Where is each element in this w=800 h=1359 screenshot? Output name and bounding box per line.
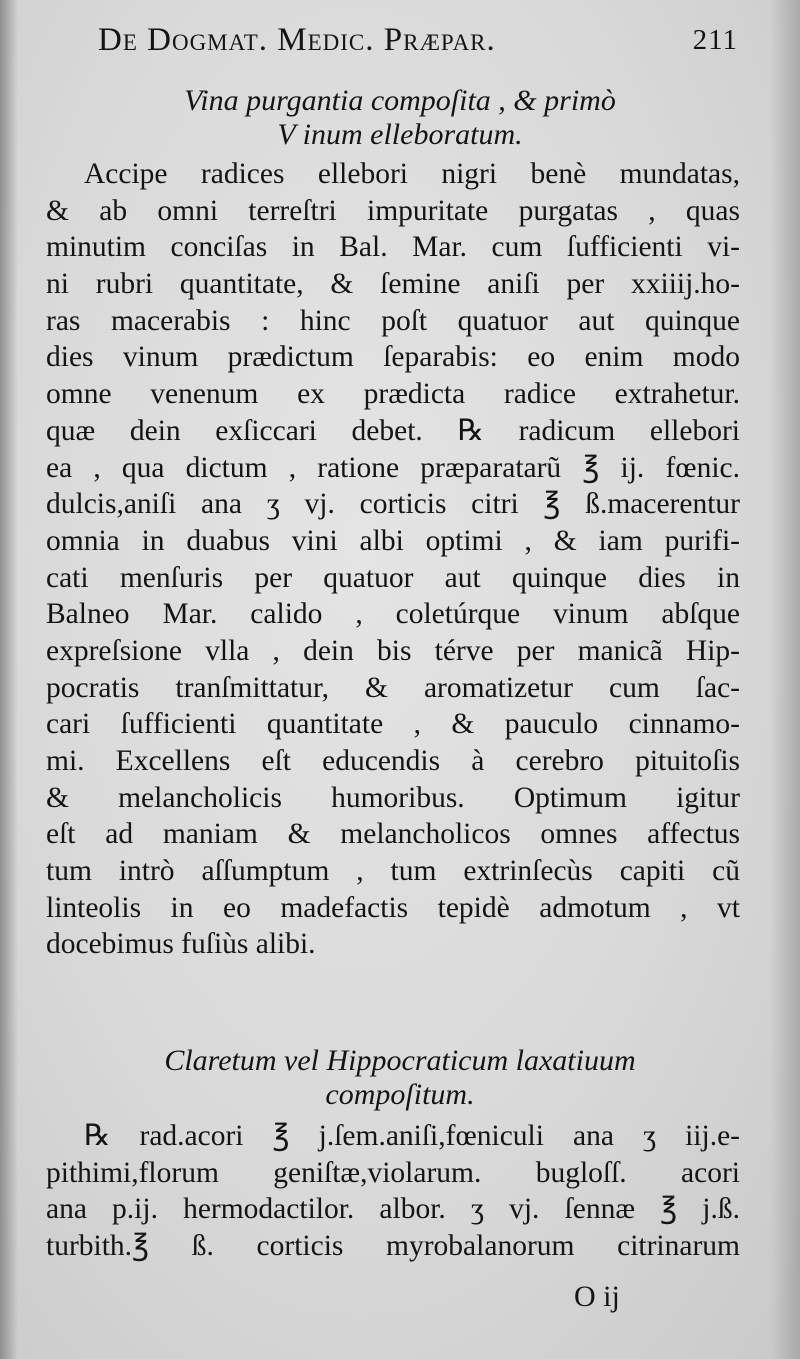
signature-mark: O ij	[574, 1280, 620, 1313]
text-line: mi. Excellens eſt educendis à cerebro pituitoſis	[46, 745, 740, 777]
section-heading-1	[60, 84, 740, 152]
text-line: minutim conciſas in Bal. Mar. cum ſufficienti vi-	[46, 231, 740, 264]
heading-line: Vina purgantia compoſita , & primò	[184, 84, 616, 117]
paragraph-claretum	[46, 1118, 740, 1265]
running-head	[98, 22, 738, 72]
text-line: quæ dein exſiccari debet. ℞ radicum ellebori	[46, 414, 740, 447]
page-shadow-left	[0, 0, 18, 1359]
text-line: pocratis tranſmittatur, & aromatizetur cum ſac-	[46, 671, 740, 704]
text-line: omne venenum ex prædicta radice extrahetur.	[46, 378, 740, 411]
text-line: cati menſuris per quatuor aut quinque dies in	[46, 561, 740, 594]
text-line: expreſsione vlla , dein bis térve per manicã Hip-	[46, 634, 740, 667]
text-line: ras macerabis : hinc poſt quatuor aut quinque	[46, 304, 740, 337]
text-line: dulcis,aniſi ana ʒ vj. corticis citri ℥ ß.macerentur	[46, 488, 740, 521]
section-heading-2	[60, 1044, 740, 1112]
text-line: ni rubri quantitate, & ſemine aniſi per xxiiij.ho-	[46, 268, 740, 301]
text-line: docebimus fuſiùs alibi.	[46, 928, 316, 961]
page-shadow-right	[770, 0, 800, 1359]
text-line: pithimi,florum geniſtæ,violarum. bugloſſ. acori	[46, 1156, 740, 1189]
text-line: linteolis in eo madefactis tepidè admotum , vt	[46, 891, 740, 924]
text-line: Balneo Mar. calido , coletúrque vinum abſque	[46, 598, 740, 631]
heading-line: Claretum vel Hippocraticum laxatiuum	[164, 1044, 636, 1077]
text-line: tum intrò aſſumptum , tum extrinſecùs capiti cũ	[46, 855, 740, 888]
heading-line: V inum elleboratum.	[277, 118, 523, 151]
text-line: ℞ rad.acori ℥ j.ſem.aniſi,fœniculi ana ʒ iij.e-	[84, 1120, 740, 1152]
text-line: dies vinum prædictum ſeparabis: eo enim modo	[46, 341, 740, 374]
text-line: & ab omni terreſtri impuritate purgatas , quas	[46, 194, 740, 227]
paragraph-vinum-elleboratum	[46, 156, 740, 963]
text-line: ana p.ij. hermodactilor. albor. ʒ vj. ſennæ ℥ j.ß.	[46, 1193, 740, 1226]
text-line: omnia in duabus vini albi optimi , & iam purifi-	[46, 524, 740, 557]
text-line: eſt ad maniam & melancholicos omnes affectus	[46, 818, 740, 851]
text-line: & melancholicis humoribus. Optimum igitur	[46, 781, 740, 814]
text-line: ea , qua dictum , ratione præparatarũ ℥ ij. fœnic.	[46, 451, 740, 484]
heading-line: compoſitum.	[325, 1078, 475, 1111]
text-line: cari ſufficienti quantitate , & pauculo cinnamo-	[46, 708, 740, 741]
text-line: turbith.℥ ß. corticis myrobalanorum citrinarum	[46, 1230, 740, 1263]
running-head-title: De Dogmat. Medic. Præpar.	[98, 22, 496, 58]
text-line: Accipe radices ellebori nigri benè mundatas,	[84, 158, 740, 190]
page-number: 211	[692, 24, 738, 56]
